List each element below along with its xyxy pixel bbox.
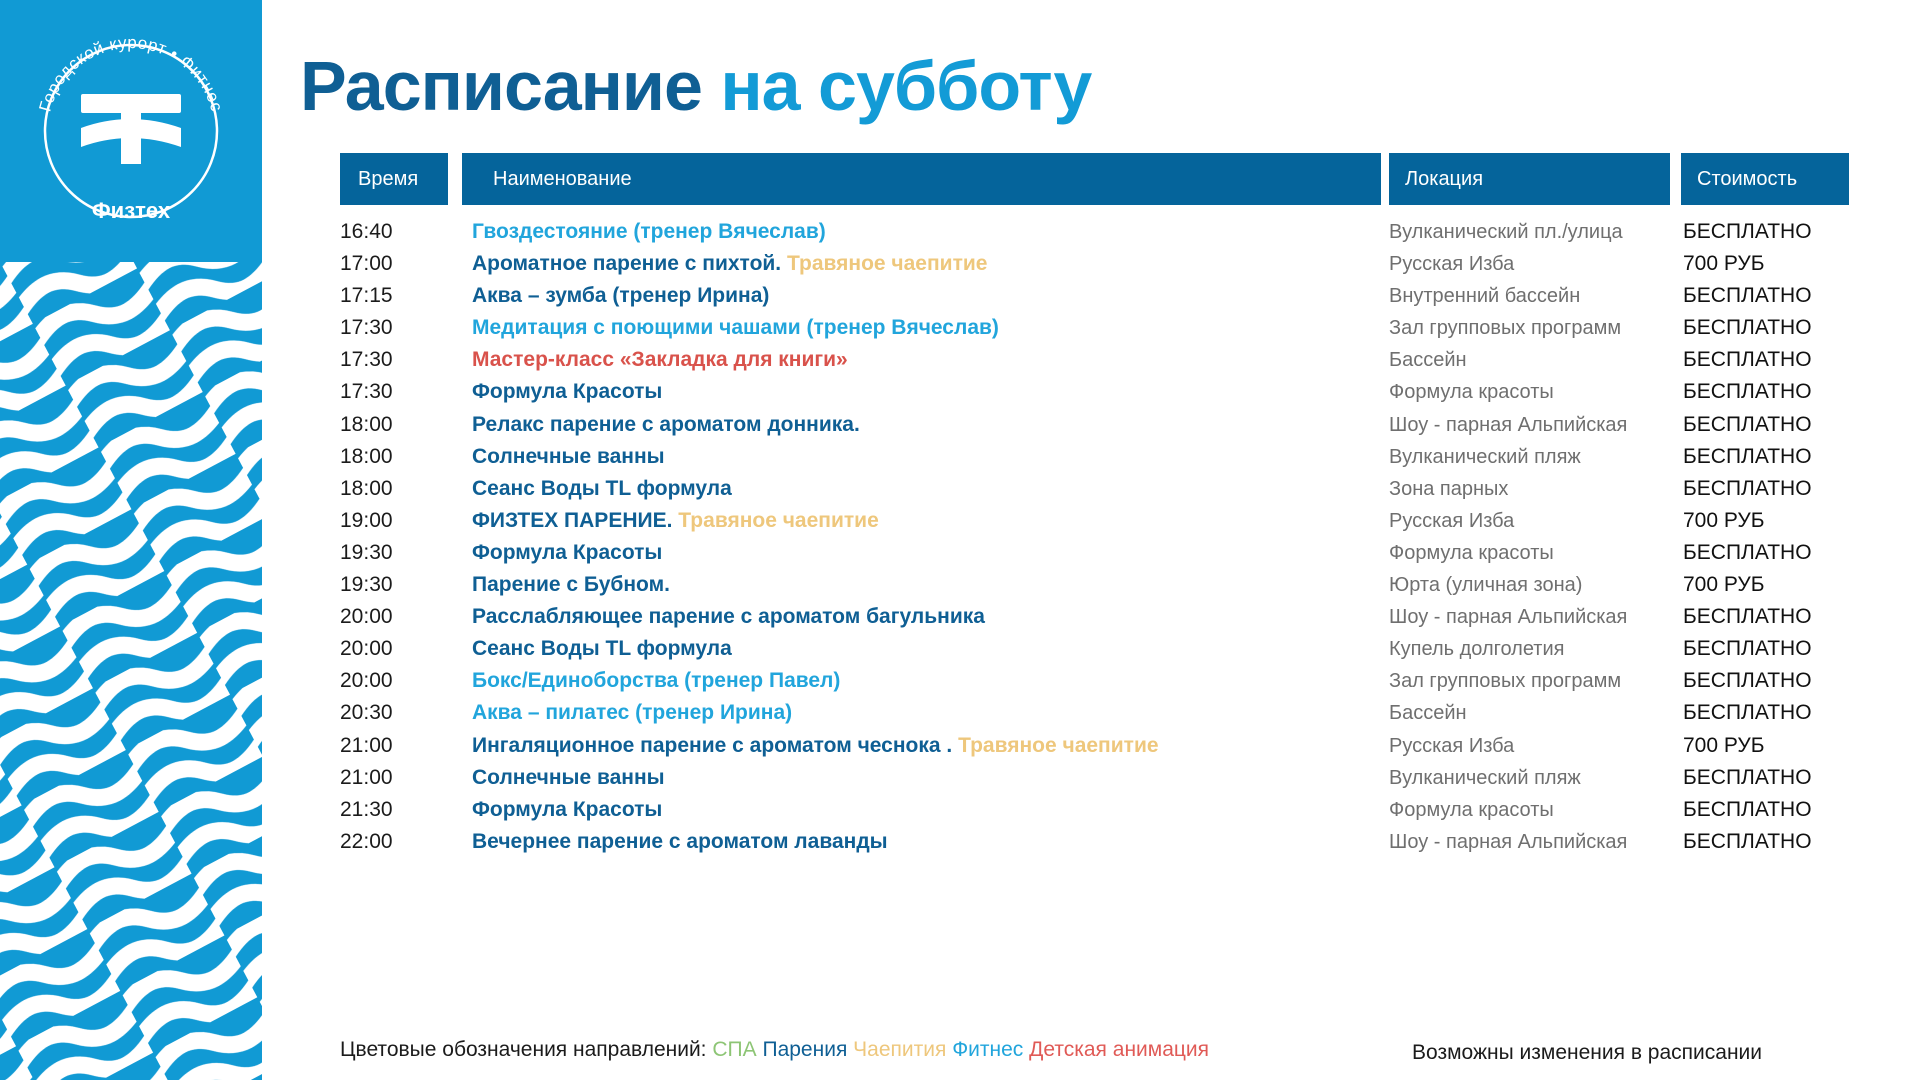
row-name: Формула Красоты <box>472 380 663 404</box>
row-cost: БЕСПЛАТНО <box>1683 637 1812 661</box>
table-row <box>340 667 1860 699</box>
row-location: Купель долголетия <box>1389 638 1565 661</box>
table-row <box>340 603 1860 635</box>
logo-block <box>0 0 262 262</box>
row-tea-note: Травяное чаепитие <box>958 733 1159 757</box>
row-location: Вулканический пляж <box>1389 445 1581 468</box>
table-row <box>340 699 1860 731</box>
title-part-1: Расписание <box>300 47 702 125</box>
row-name: Формула Красоты <box>472 540 663 564</box>
row-name: Солнечные ванны <box>472 444 665 468</box>
row-cost: 700 РУБ <box>1683 733 1765 757</box>
row-name: Ароматное парение с пихтой. Травяное чаепитие <box>472 252 988 276</box>
row-cost: БЕСПЛАТНО <box>1683 829 1812 853</box>
legend-parenie: Парения <box>762 1038 848 1061</box>
row-cost: БЕСПЛАТНО <box>1683 797 1812 821</box>
row-cost: 700 РУБ <box>1683 252 1765 276</box>
row-cost: БЕСПЛАТНО <box>1683 765 1812 789</box>
row-name: Парение с Бубном. <box>472 573 670 597</box>
color-legend <box>340 1038 1209 1062</box>
table-row <box>340 250 1860 282</box>
row-location: Бассейн <box>1389 349 1467 372</box>
row-location: Юрта (уличная зона) <box>1389 574 1583 597</box>
table-row <box>340 507 1860 539</box>
row-time: 17:30 <box>340 316 393 340</box>
row-location: Зал групповых программ <box>1389 317 1622 340</box>
row-name: Аква – пилатес (тренер Ирина) <box>472 701 793 725</box>
table-row <box>340 764 1860 796</box>
row-cost: БЕСПЛАТНО <box>1683 669 1812 693</box>
table-row <box>340 314 1860 346</box>
row-location: Бассейн <box>1389 702 1467 725</box>
row-location: Шоу - парная Альпийская <box>1389 606 1628 629</box>
row-name: Медитация с поющими чашами (тренер Вячеслав) <box>472 316 999 340</box>
row-time: 17:30 <box>340 380 393 404</box>
row-cost: БЕСПЛАТНО <box>1683 284 1812 308</box>
schedule-change-note: Возможны изменения в расписании <box>1412 1041 1763 1064</box>
row-time: 20:30 <box>340 701 393 725</box>
row-time: 17:15 <box>340 284 393 308</box>
column-header-time: Время <box>340 153 448 205</box>
row-name: ФИЗТЕХ ПАРЕНИЕ. Травяное чаепитие <box>472 508 879 532</box>
legend-label: Цветовые обозначения направлений: <box>340 1038 707 1061</box>
row-name: Релакс парение с ароматом донника. <box>472 412 860 436</box>
table-row <box>340 635 1860 667</box>
row-time: 16:40 <box>340 220 393 243</box>
row-tea-note: Травяное чаепитие <box>786 252 988 276</box>
row-name: Гвоздестояние (тренер Вячеслав) <box>472 220 826 243</box>
column-header-name: Наименование <box>462 153 1381 205</box>
row-location: Внутренний бассейн <box>1389 285 1581 308</box>
row-time: 19:00 <box>340 508 393 532</box>
table-row <box>340 475 1860 507</box>
row-name: Ингаляционное парение с ароматом чеснока . Травяное чаепитие <box>472 733 1159 757</box>
row-tea-note: Травяное чаепитие <box>678 508 879 532</box>
row-location: Зал групповых программ <box>1389 670 1622 693</box>
row-cost: БЕСПЛАТНО <box>1683 701 1812 725</box>
row-name: Солнечные ванны <box>472 765 665 789</box>
row-cost: БЕСПЛАТНО <box>1683 380 1812 404</box>
table-row <box>340 732 1860 764</box>
row-location: Зона парных <box>1389 477 1509 500</box>
row-name: Мастер-класс «Закладка для книги» <box>472 348 848 372</box>
fiztech-logo <box>0 0 262 262</box>
row-location: Вулканический пл./улица <box>1389 221 1623 243</box>
row-time: 17:00 <box>340 252 393 276</box>
row-time: 20:00 <box>340 605 393 629</box>
row-name: Расслабляющее парение с ароматом багульника <box>472 605 985 629</box>
wave-pattern-graphic <box>0 262 262 1080</box>
brand-sidebar <box>0 0 262 1080</box>
ring-text-bottom: Физтех <box>91 198 171 223</box>
schedule-table <box>340 218 1860 860</box>
row-cost: БЕСПЛАТНО <box>1683 444 1812 468</box>
row-location: Формула красоты <box>1389 541 1554 564</box>
table-row <box>340 796 1860 828</box>
row-name: Аква – зумба (тренер Ирина) <box>472 284 770 308</box>
row-time: 17:30 <box>340 348 393 372</box>
table-row <box>340 571 1860 603</box>
row-cost: БЕСПЛАТНО <box>1683 348 1812 372</box>
table-row <box>340 218 1860 250</box>
table-row <box>340 282 1860 314</box>
row-name: Формула Красоты <box>472 797 663 821</box>
row-location: Формула красоты <box>1389 798 1554 821</box>
row-time: 19:30 <box>340 540 393 564</box>
row-time: 19:30 <box>340 573 393 597</box>
row-location: Русская Изба <box>1389 734 1515 757</box>
row-name: Сеанс Воды TL формула <box>472 476 732 500</box>
row-cost: 700 РУБ <box>1683 573 1765 597</box>
row-name: Вечернее парение с ароматом лаванды <box>472 829 888 853</box>
column-header-cost: Стоимость <box>1681 153 1849 205</box>
table-row <box>340 539 1860 571</box>
row-cost: БЕСПЛАТНО <box>1683 316 1812 340</box>
title-part-2: на субботу <box>720 47 1092 125</box>
row-time: 18:00 <box>340 476 393 500</box>
row-cost: БЕСПЛАТНО <box>1683 412 1812 436</box>
row-time: 18:00 <box>340 444 393 468</box>
row-time: 18:00 <box>340 412 393 436</box>
table-row <box>340 411 1860 443</box>
row-location: Шоу - парная Альпийская <box>1389 413 1628 436</box>
legend-tea: Чаепития <box>853 1038 947 1061</box>
row-location: Русская Изба <box>1389 509 1515 532</box>
table-row <box>340 443 1860 475</box>
row-cost: БЕСПЛАТНО <box>1683 476 1812 500</box>
row-time: 20:00 <box>340 637 393 661</box>
page-title <box>300 46 1091 126</box>
row-name: Бокс/Единоборства (тренер Павел) <box>472 669 841 693</box>
row-location: Вулканический пляж <box>1389 766 1581 789</box>
row-location: Шоу - парная Альпийская <box>1389 830 1628 853</box>
row-cost: 700 РУБ <box>1683 508 1765 532</box>
row-time: 22:00 <box>340 829 393 853</box>
row-location: Формула красоты <box>1389 381 1554 404</box>
row-time: 21:30 <box>340 797 393 821</box>
column-header-location: Локация <box>1389 153 1670 205</box>
ring-text-top: Городской курорт • Фитнес <box>35 32 227 114</box>
wave-pattern <box>0 262 262 1080</box>
row-time: 21:00 <box>340 765 393 789</box>
legend-spa: СПА <box>712 1038 757 1061</box>
row-location: Русская Изба <box>1389 253 1515 276</box>
table-row <box>340 346 1860 378</box>
legend-fitness: Фитнес <box>952 1038 1024 1061</box>
row-cost: БЕСПЛАТНО <box>1683 540 1812 564</box>
row-time: 21:00 <box>340 733 393 757</box>
row-time: 20:00 <box>340 669 393 693</box>
table-row <box>340 828 1860 860</box>
table-row <box>340 378 1860 410</box>
row-cost: БЕСПЛАТНО <box>1683 220 1812 243</box>
row-cost: БЕСПЛАТНО <box>1683 605 1812 629</box>
legend-kids: Детская анимация <box>1029 1038 1210 1061</box>
row-name: Сеанс Воды TL формула <box>472 637 732 661</box>
